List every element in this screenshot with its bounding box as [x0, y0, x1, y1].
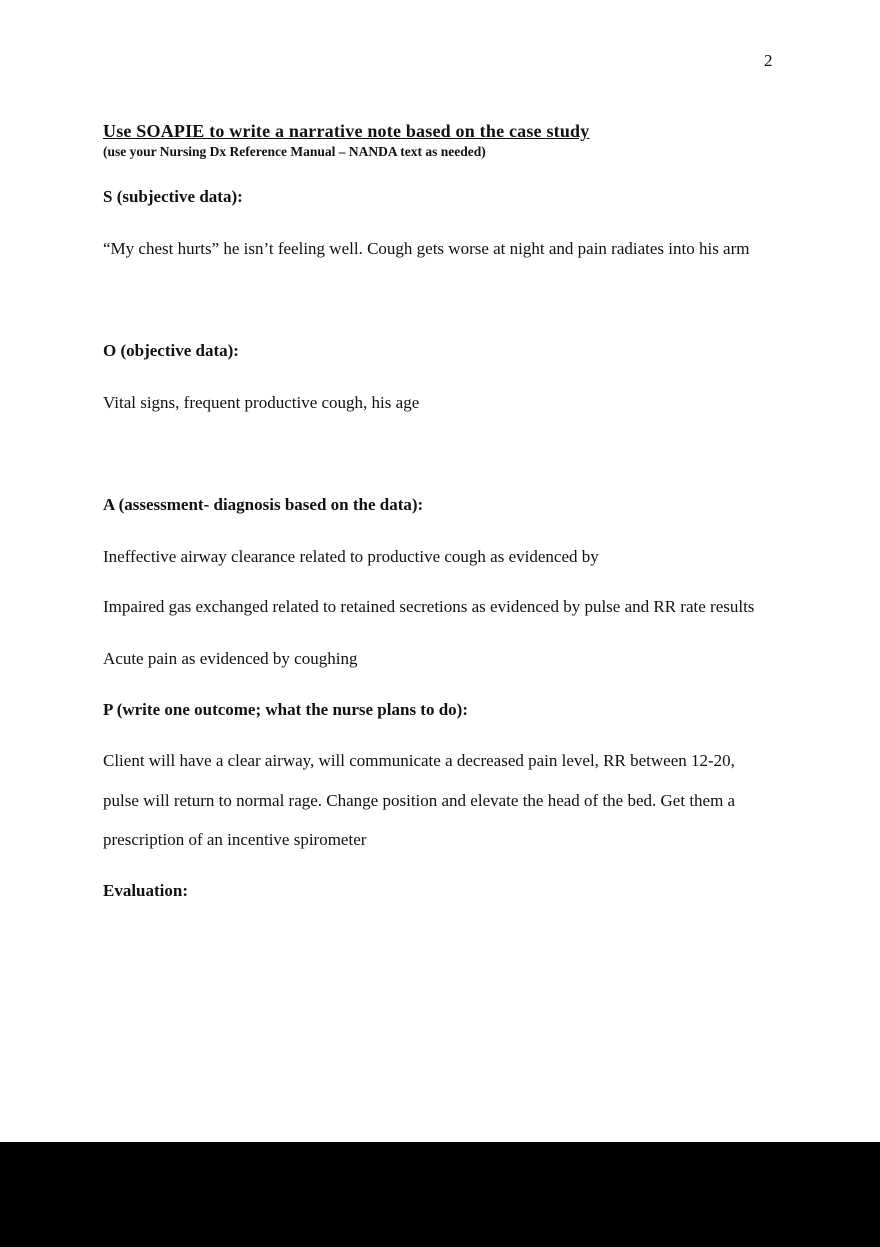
assessment-diagnosis-line: Acute pain as evidenced by coughing	[103, 649, 358, 668]
plan-text-line: prescription of an incentive spirometer	[103, 830, 367, 849]
plan-text-line: Client will have a clear airway, will communicate a decreased pain level, RR between 12-20,	[103, 751, 735, 770]
document-title: Use SOAPIE to write a narrative note based on the case study	[103, 121, 590, 141]
objective-data-text: Vital signs, frequent productive cough, his age	[103, 393, 420, 412]
subjective-data-text: “My chest hurts” he isn’t feeling well. Cough gets worse at night and pain radiates into his arm	[103, 239, 750, 258]
section-heading-assessment: A (assessment- diagnosis based on the data):	[103, 495, 424, 514]
section-heading-plan: P (write one outcome; what the nurse plans to do):	[103, 700, 468, 719]
section-heading-subjective: S (subjective data):	[103, 187, 243, 206]
assessment-diagnosis-line: Ineffective airway clearance related to productive cough as evidenced by	[103, 547, 599, 566]
document-subtitle: (use your Nursing Dx Reference Manual – NANDA text as needed)	[103, 144, 486, 159]
bottom-black-bar	[0, 1142, 880, 1247]
section-heading-evaluation: Evaluation:	[103, 881, 189, 900]
plan-text-line: pulse will return to normal rage. Change position and elevate the head of the bed. Get them a	[103, 791, 736, 810]
assessment-diagnosis-line: Impaired gas exchanged related to retained secretions as evidenced by pulse and RR rate results	[103, 597, 755, 616]
section-heading-objective: O (objective data):	[103, 341, 239, 360]
page-number: 2	[764, 51, 773, 70]
